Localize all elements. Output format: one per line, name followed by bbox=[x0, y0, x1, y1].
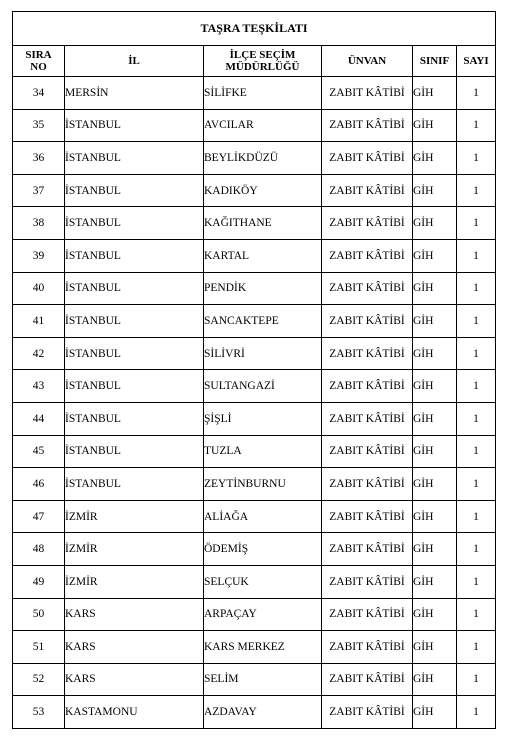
cell-unvan: ZABIT KÂTİBİ bbox=[322, 77, 413, 110]
header-row bbox=[13, 46, 496, 77]
table-row bbox=[13, 174, 496, 207]
cell-il: İZMİR bbox=[65, 533, 204, 566]
table-row bbox=[13, 207, 496, 240]
cell-unvan: ZABIT KÂTİBİ bbox=[322, 142, 413, 175]
cell-unvan: ZABIT KÂTİBİ bbox=[322, 533, 413, 566]
cell-sira-no: 47 bbox=[13, 500, 65, 533]
cell-il: İSTANBUL bbox=[65, 239, 204, 272]
cell-ilce: KARTAL bbox=[204, 239, 322, 272]
cell-sayi: 1 bbox=[457, 631, 496, 664]
cell-il: İSTANBUL bbox=[65, 109, 204, 142]
table-row bbox=[13, 631, 496, 664]
cell-sayi: 1 bbox=[457, 109, 496, 142]
table-row bbox=[13, 272, 496, 305]
cell-unvan: ZABIT KÂTİBİ bbox=[322, 598, 413, 631]
cell-ilce: SİLİFKE bbox=[204, 77, 322, 110]
table-title: TAŞRA TEŞKİLATI bbox=[13, 12, 496, 46]
cell-sira-no: 41 bbox=[13, 305, 65, 338]
cell-unvan: ZABIT KÂTİBİ bbox=[322, 696, 413, 729]
cell-sinif: GİH bbox=[413, 696, 457, 729]
cell-il: İSTANBUL bbox=[65, 174, 204, 207]
cell-il: İSTANBUL bbox=[65, 305, 204, 338]
cell-sayi: 1 bbox=[457, 337, 496, 370]
cell-il: İSTANBUL bbox=[65, 337, 204, 370]
table-row bbox=[13, 468, 496, 501]
table-row bbox=[13, 696, 496, 729]
cell-unvan: ZABIT KÂTİBİ bbox=[322, 239, 413, 272]
cell-il: İSTANBUL bbox=[65, 272, 204, 305]
table-row bbox=[13, 565, 496, 598]
staff-table bbox=[12, 11, 496, 729]
cell-ilce: SELİM bbox=[204, 663, 322, 696]
cell-sayi: 1 bbox=[457, 598, 496, 631]
cell-sayi: 1 bbox=[457, 500, 496, 533]
table-row bbox=[13, 402, 496, 435]
cell-sinif: GİH bbox=[413, 468, 457, 501]
cell-sinif: GİH bbox=[413, 77, 457, 110]
header-sinif: SINIF bbox=[413, 46, 457, 77]
cell-il: İSTANBUL bbox=[65, 142, 204, 175]
table-row bbox=[13, 435, 496, 468]
cell-il: KARS bbox=[65, 631, 204, 664]
cell-ilce: ARPAÇAY bbox=[204, 598, 322, 631]
cell-sayi: 1 bbox=[457, 435, 496, 468]
table-row bbox=[13, 142, 496, 175]
cell-ilce: ZEYTİNBURNU bbox=[204, 468, 322, 501]
header-unvan: ÜNVAN bbox=[322, 46, 413, 77]
cell-sira-no: 42 bbox=[13, 337, 65, 370]
cell-il: İSTANBUL bbox=[65, 435, 204, 468]
table-row bbox=[13, 370, 496, 403]
cell-unvan: ZABIT KÂTİBİ bbox=[322, 435, 413, 468]
cell-il: İSTANBUL bbox=[65, 468, 204, 501]
cell-sayi: 1 bbox=[457, 565, 496, 598]
cell-ilce: AZDAVAY bbox=[204, 696, 322, 729]
cell-sira-no: 39 bbox=[13, 239, 65, 272]
cell-sira-no: 35 bbox=[13, 109, 65, 142]
table-body bbox=[13, 77, 496, 729]
cell-unvan: ZABIT KÂTİBİ bbox=[322, 305, 413, 338]
cell-unvan: ZABIT KÂTİBİ bbox=[322, 272, 413, 305]
cell-sayi: 1 bbox=[457, 305, 496, 338]
cell-sinif: GİH bbox=[413, 533, 457, 566]
cell-sira-no: 50 bbox=[13, 598, 65, 631]
cell-sira-no: 44 bbox=[13, 402, 65, 435]
table-row bbox=[13, 239, 496, 272]
cell-sinif: GİH bbox=[413, 598, 457, 631]
cell-sayi: 1 bbox=[457, 207, 496, 240]
cell-sayi: 1 bbox=[457, 663, 496, 696]
cell-sinif: GİH bbox=[413, 207, 457, 240]
table-row bbox=[13, 500, 496, 533]
cell-il: İSTANBUL bbox=[65, 402, 204, 435]
cell-ilce: KARS MERKEZ bbox=[204, 631, 322, 664]
cell-ilce: SANCAKTEPE bbox=[204, 305, 322, 338]
table-row bbox=[13, 109, 496, 142]
cell-sira-no: 40 bbox=[13, 272, 65, 305]
cell-ilce: TUZLA bbox=[204, 435, 322, 468]
cell-sira-no: 51 bbox=[13, 631, 65, 664]
header-sira-no: SIRA NO bbox=[13, 46, 65, 77]
cell-il: KARS bbox=[65, 663, 204, 696]
table-row bbox=[13, 305, 496, 338]
cell-sira-no: 38 bbox=[13, 207, 65, 240]
cell-il: İSTANBUL bbox=[65, 370, 204, 403]
cell-ilce: SULTANGAZİ bbox=[204, 370, 322, 403]
cell-sinif: GİH bbox=[413, 142, 457, 175]
cell-sayi: 1 bbox=[457, 77, 496, 110]
cell-ilce: ALİAĞA bbox=[204, 500, 322, 533]
cell-sayi: 1 bbox=[457, 402, 496, 435]
cell-sinif: GİH bbox=[413, 663, 457, 696]
cell-sinif: GİH bbox=[413, 305, 457, 338]
cell-ilce: PENDİK bbox=[204, 272, 322, 305]
cell-sinif: GİH bbox=[413, 272, 457, 305]
cell-sira-no: 45 bbox=[13, 435, 65, 468]
cell-sira-no: 43 bbox=[13, 370, 65, 403]
cell-sinif: GİH bbox=[413, 109, 457, 142]
cell-il: KASTAMONU bbox=[65, 696, 204, 729]
cell-sira-no: 48 bbox=[13, 533, 65, 566]
cell-unvan: ZABIT KÂTİBİ bbox=[322, 207, 413, 240]
cell-sinif: GİH bbox=[413, 435, 457, 468]
cell-unvan: ZABIT KÂTİBİ bbox=[322, 402, 413, 435]
cell-ilce: KAĞITHANE bbox=[204, 207, 322, 240]
cell-sinif: GİH bbox=[413, 500, 457, 533]
cell-sira-no: 36 bbox=[13, 142, 65, 175]
header-il: İL bbox=[65, 46, 204, 77]
table-row bbox=[13, 663, 496, 696]
cell-ilce: AVCILAR bbox=[204, 109, 322, 142]
cell-sayi: 1 bbox=[457, 468, 496, 501]
table-row bbox=[13, 337, 496, 370]
cell-unvan: ZABIT KÂTİBİ bbox=[322, 109, 413, 142]
cell-unvan: ZABIT KÂTİBİ bbox=[322, 631, 413, 664]
cell-ilce: ÖDEMİŞ bbox=[204, 533, 322, 566]
cell-sinif: GİH bbox=[413, 174, 457, 207]
cell-unvan: ZABIT KÂTİBİ bbox=[322, 565, 413, 598]
cell-sinif: GİH bbox=[413, 239, 457, 272]
cell-ilce: SİLİVRİ bbox=[204, 337, 322, 370]
cell-sinif: GİH bbox=[413, 631, 457, 664]
cell-sayi: 1 bbox=[457, 142, 496, 175]
cell-sira-no: 53 bbox=[13, 696, 65, 729]
table-row bbox=[13, 598, 496, 631]
cell-sayi: 1 bbox=[457, 533, 496, 566]
cell-unvan: ZABIT KÂTİBİ bbox=[322, 370, 413, 403]
cell-sira-no: 46 bbox=[13, 468, 65, 501]
cell-unvan: ZABIT KÂTİBİ bbox=[322, 468, 413, 501]
cell-sinif: GİH bbox=[413, 402, 457, 435]
cell-sayi: 1 bbox=[457, 272, 496, 305]
cell-sinif: GİH bbox=[413, 565, 457, 598]
cell-unvan: ZABIT KÂTİBİ bbox=[322, 174, 413, 207]
cell-il: İSTANBUL bbox=[65, 207, 204, 240]
cell-unvan: ZABIT KÂTİBİ bbox=[322, 663, 413, 696]
table-row bbox=[13, 77, 496, 110]
cell-il: KARS bbox=[65, 598, 204, 631]
cell-sira-no: 52 bbox=[13, 663, 65, 696]
cell-il: İZMİR bbox=[65, 500, 204, 533]
cell-sira-no: 34 bbox=[13, 77, 65, 110]
cell-unvan: ZABIT KÂTİBİ bbox=[322, 337, 413, 370]
cell-il: İZMİR bbox=[65, 565, 204, 598]
cell-sira-no: 49 bbox=[13, 565, 65, 598]
cell-il: MERSİN bbox=[65, 77, 204, 110]
cell-unvan: ZABIT KÂTİBİ bbox=[322, 500, 413, 533]
cell-sinif: GİH bbox=[413, 370, 457, 403]
cell-ilce: BEYLİKDÜZÜ bbox=[204, 142, 322, 175]
cell-sayi: 1 bbox=[457, 239, 496, 272]
cell-ilce: SELÇUK bbox=[204, 565, 322, 598]
cell-sayi: 1 bbox=[457, 696, 496, 729]
header-sayi: SAYI bbox=[457, 46, 496, 77]
cell-sira-no: 37 bbox=[13, 174, 65, 207]
cell-sayi: 1 bbox=[457, 370, 496, 403]
cell-ilce: KADIKÖY bbox=[204, 174, 322, 207]
cell-sinif: GİH bbox=[413, 337, 457, 370]
cell-ilce: ŞİŞLİ bbox=[204, 402, 322, 435]
table-row bbox=[13, 533, 496, 566]
cell-sayi: 1 bbox=[457, 174, 496, 207]
header-ilce: İLÇE SEÇİM MÜDÜRLÜĞÜ bbox=[204, 46, 322, 77]
